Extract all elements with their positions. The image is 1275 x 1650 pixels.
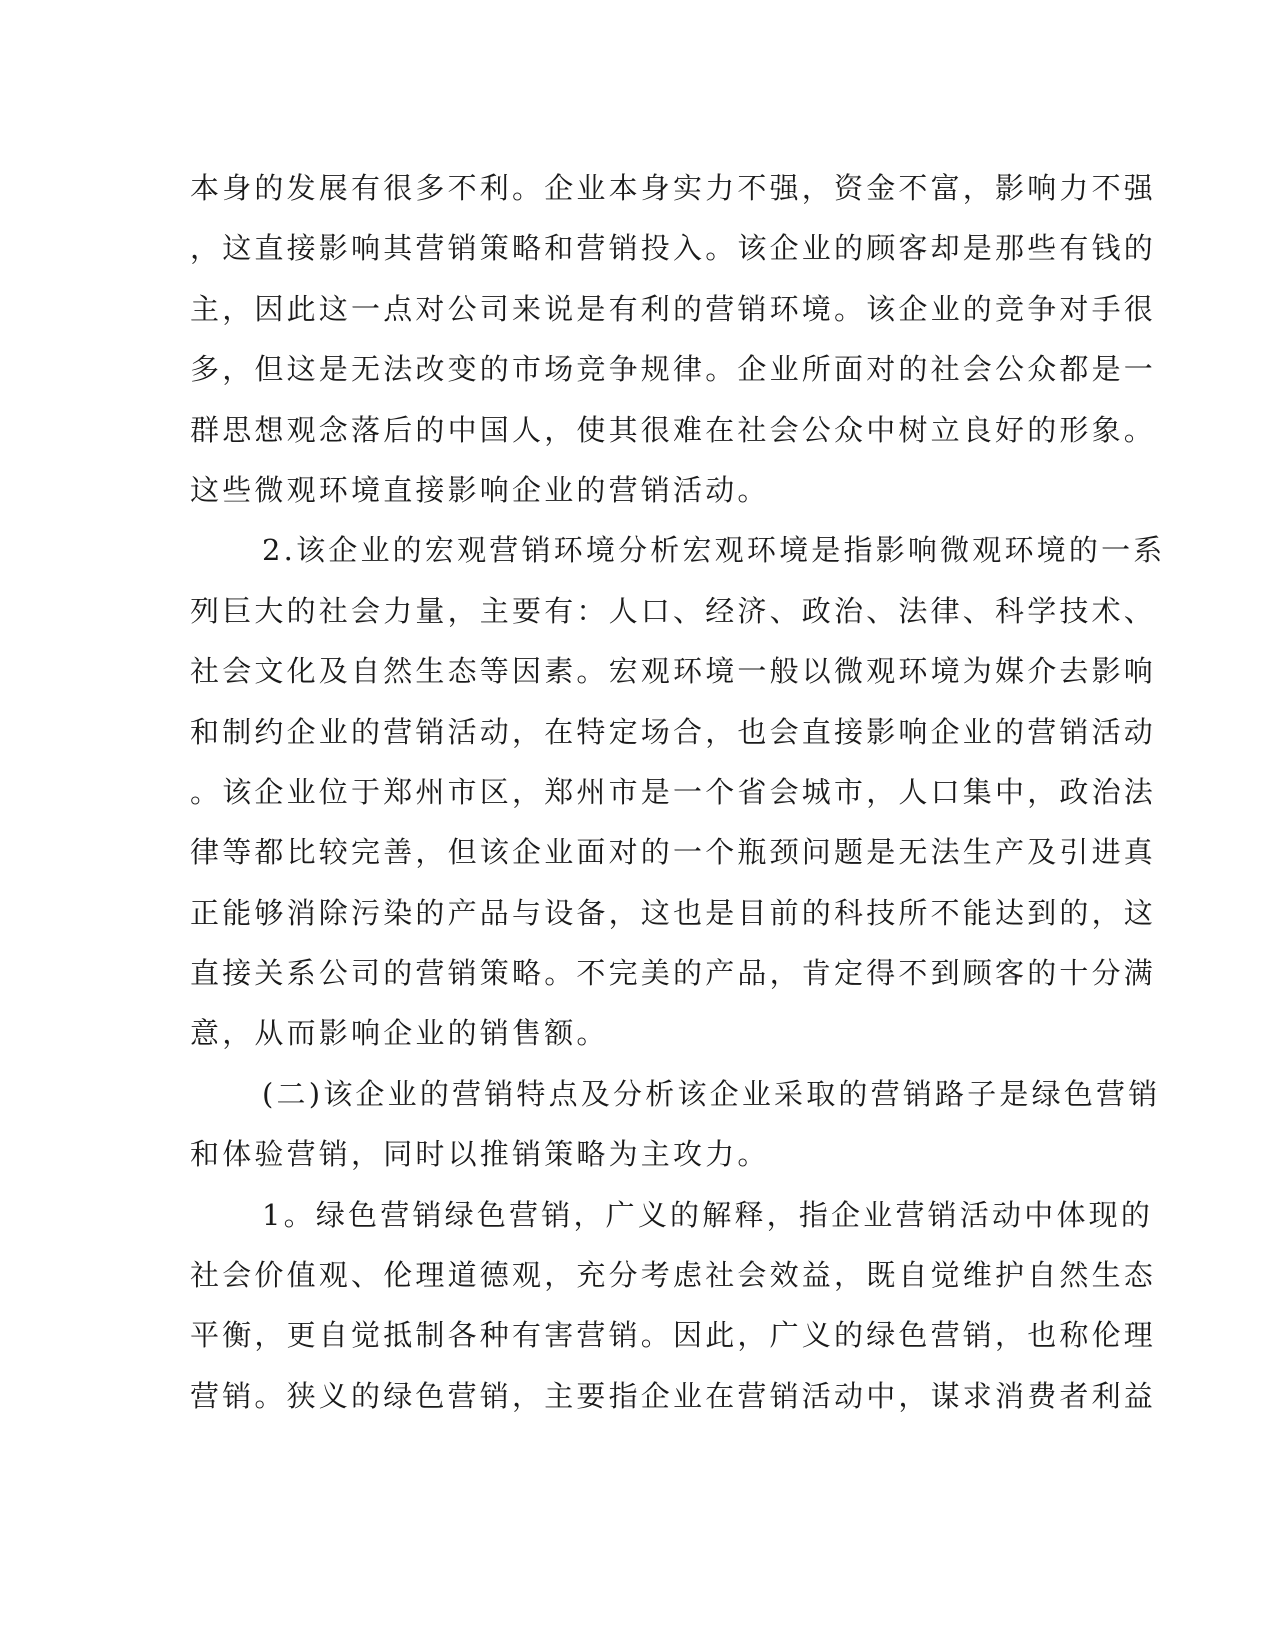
text-line: 。该企业位于郑州市区，郑州市是一个省会城市，人口集中，政治法 — [190, 774, 1157, 809]
body-text — [190, 158, 1166, 1426]
text-line: ，这直接影响其营销策略和营销投入。该企业的顾客却是那些有钱的 — [190, 231, 1157, 266]
text-line: 这些微观环境直接影响企业的营销活动。 — [190, 472, 770, 507]
text-line: 社会价值观、伦理道德观，充分考虑社会效益，既自觉维护自然生态 — [190, 1258, 1157, 1293]
text-line: 和制约企业的营销活动，在特定场合，也会直接影响企业的营销活动 — [190, 714, 1157, 749]
text-line: 营销。狭义的绿色营销，主要指企业在营销活动中，谋求消费者利益 — [190, 1378, 1157, 1413]
text-line: 社会文化及自然生态等因素。宏观环境一般以微观环境为媒介去影响 — [190, 654, 1157, 689]
text-line: 列巨大的社会力量，主要有：人口、经济、政治、法律、科学技术、 — [190, 593, 1157, 628]
paragraph-start-line: 1。绿色营销绿色营销，广义的解释，指企业营销活动中体现的 — [262, 1197, 1154, 1232]
text-line: 正能够消除污染的产品与设备，这也是目前的科技所不能达到的，这 — [190, 895, 1157, 930]
paragraph-start-line: 2.该企业的宏观营销环境分析宏观环境是指影响微观环境的一系 — [262, 533, 1166, 568]
paragraph-start-line: (二)该企业的营销特点及分析该企业采取的营销路子是绿色营销 — [262, 1076, 1161, 1111]
text-line: 直接关系公司的营销策略。不完美的产品，肯定得不到顾客的十分满 — [190, 956, 1157, 991]
text-line: 和体验营销，同时以推销策略为主攻力。 — [190, 1137, 770, 1172]
text-line: 平衡，更自觉抵制各种有害营销。因此，广义的绿色营销，也称伦理 — [190, 1318, 1157, 1353]
text-line: 多，但这是无法改变的市场竞争规律。企业所面对的社会公众都是一 — [190, 352, 1157, 387]
text-line: 律等都比较完善，但该企业面对的一个瓶颈问题是无法生产及引进真 — [190, 835, 1157, 870]
text-line: 群思想观念落后的中国人，使其很难在社会公众中树立良好的形象。 — [190, 412, 1157, 447]
text-line: 意，从而影响企业的销售额。 — [190, 1016, 609, 1051]
text-line: 主，因此这一点对公司来说是有利的营销环境。该企业的竞争对手很 — [190, 291, 1157, 326]
text-line: 本身的发展有很多不利。企业本身实力不强，资金不富，影响力不强 — [190, 171, 1157, 205]
